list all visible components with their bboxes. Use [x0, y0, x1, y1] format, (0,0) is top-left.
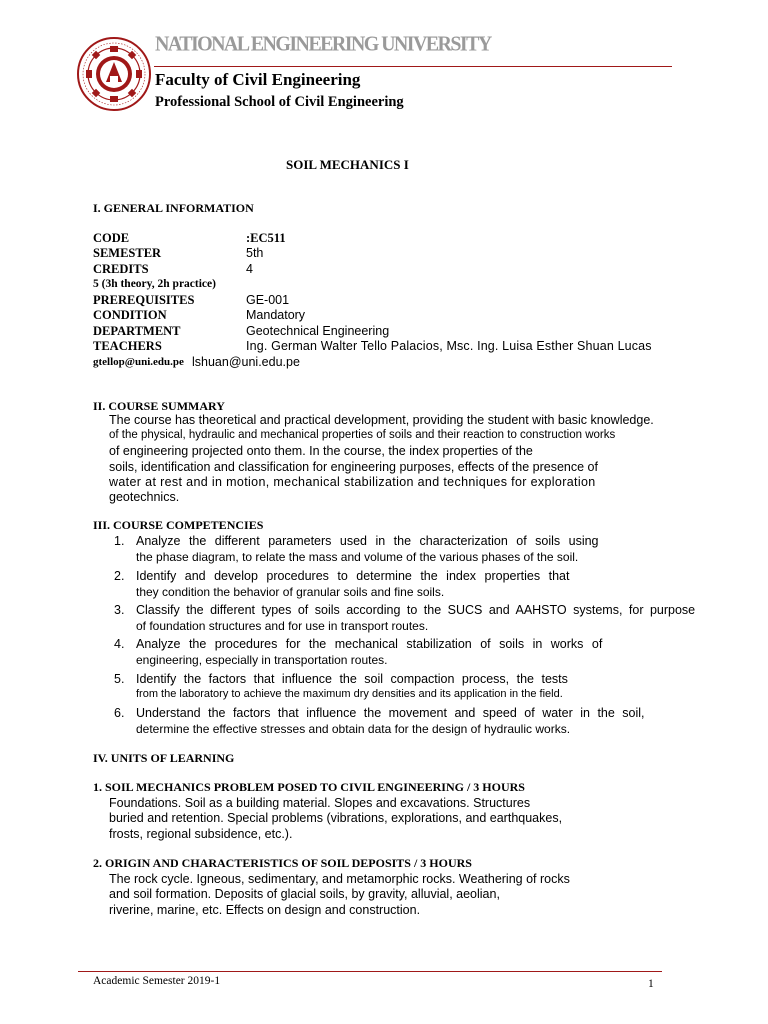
- code-value: :EC511: [246, 231, 286, 245]
- summary-line: geotechnics.: [109, 490, 180, 504]
- competency-text: Identify and develop procedures to determine the index properties that: [136, 569, 570, 583]
- header-rule: [154, 66, 672, 67]
- condition-value: Mandatory: [246, 308, 306, 322]
- teachers-label: TEACHERS: [93, 339, 162, 353]
- summary-line: water at rest and in motion, mechanical stabilization and techniques for exploration: [109, 475, 596, 489]
- condition-label: CONDITION: [93, 308, 167, 322]
- unit-line: buried and retention. Special problems (vibrations, explorations, and earthquakes,: [109, 811, 563, 825]
- competency-number: 5.: [114, 672, 125, 686]
- competency-text: from the laboratory to achieve the maximum dry densities and its application in the field.: [136, 688, 563, 700]
- competency-text: of foundation structures and for use in transport routes.: [136, 619, 429, 633]
- competency-text: Identify the factors that influence the soil compaction process, the tests: [136, 672, 568, 686]
- course-title: SOIL MECHANICS I: [286, 157, 409, 172]
- faculty-name: Faculty of Civil Engineering: [155, 70, 361, 89]
- competency-text: Analyze the different parameters used in the characterization of soils using: [136, 534, 599, 548]
- summary-line: The course has theoretical and practical development, providing the student with basic knowledge.: [109, 413, 654, 427]
- unit-line: and soil formation. Deposits of glacial soils, by gravity, alluvial, aeolian,: [109, 887, 500, 901]
- school-name: Professional School of Civil Engineering: [155, 94, 404, 110]
- competency-text: Analyze the procedures for the mechanical stabilization of soils in works of: [136, 637, 603, 651]
- competency-number: 4.: [114, 637, 125, 651]
- units-heading: IV. UNITS OF LEARNING: [93, 751, 235, 765]
- competency-number: 6.: [114, 706, 125, 720]
- page-number: 1: [648, 978, 654, 990]
- semester-label: SEMESTER: [93, 246, 162, 260]
- summary-line: soils, identification and classification for engineering purposes, effects of the presence of: [109, 460, 598, 474]
- email-teacher-1[interactable]: gtellop@uni.edu.pe: [93, 356, 184, 368]
- summary-line: of engineering projected onto them. In the course, the index properties of the: [109, 444, 533, 458]
- competency-text: the phase diagram, to relate the mass and volume of the various phases of the soil.: [136, 550, 579, 564]
- prereq-label: PREREQUISITES: [93, 293, 195, 307]
- prereq-value: GE-001: [246, 293, 290, 307]
- university-name: NATIONAL ENGINEERING UNIVERSITY: [155, 32, 491, 56]
- unit-line: riverine, marine, etc. Effects on design and construction.: [109, 903, 421, 917]
- footer-academic-semester: Academic Semester 2019-1: [93, 975, 221, 987]
- hours-line: 5 (3h theory, 2h practice): [93, 278, 216, 290]
- competency-number: 1.: [114, 534, 125, 548]
- competency-text: engineering, especially in transportation routes.: [136, 653, 388, 667]
- summary-heading: II. COURSE SUMMARY: [93, 399, 225, 413]
- competency-text: determine the effective stresses and obtain data for the design of hydraulic works.: [136, 722, 571, 736]
- unit-title: 2. ORIGIN AND CHARACTERISTICS OF SOIL DEPOSITS / 3 HOURS: [93, 856, 472, 870]
- competency-text: they condition the behavior of granular soils and fine soils.: [136, 585, 445, 599]
- footer-rule: [78, 971, 662, 972]
- university-seal-logo: [76, 32, 152, 116]
- email-teacher-2[interactable]: lshuan@uni.edu.pe: [192, 355, 300, 369]
- competency-text: Classify the different types of soils according to the SUCS and AAHSTO systems, for purpose: [136, 603, 696, 617]
- general-info-heading: I. GENERAL INFORMATION: [93, 201, 254, 215]
- unit-title: 1. SOIL MECHANICS PROBLEM POSED TO CIVIL ENGINEERING / 3 HOURS: [93, 780, 525, 794]
- competencies-heading: III. COURSE COMPETENCIES: [93, 518, 264, 532]
- competency-text: Understand the factors that influence the movement and speed of water in the soil,: [136, 706, 645, 720]
- competency-number: 3.: [114, 603, 125, 617]
- code-label: CODE: [93, 231, 130, 245]
- semester-value: 5th: [246, 246, 264, 260]
- unit-line: The rock cycle. Igneous, sedimentary, and metamorphic rocks. Weathering of rocks: [109, 872, 570, 886]
- department-label: DEPARTMENT: [93, 324, 181, 338]
- credits-value: 4: [246, 262, 253, 276]
- unit-line: Foundations. Soil as a building material. Slopes and excavations. Structures: [109, 796, 531, 810]
- teachers-value: Ing. German Walter Tello Palacios, Msc. Ing. Luisa Esther Shuan Lucas: [246, 339, 652, 353]
- summary-line: of the physical, hydraulic and mechanical properties of soils and their reaction to construction works: [109, 429, 616, 441]
- credits-label: CREDITS: [93, 262, 149, 276]
- department-value: Geotechnical Engineering: [246, 324, 390, 338]
- competency-number: 2.: [114, 569, 125, 583]
- unit-line: frosts, regional subsidence, etc.).: [109, 827, 293, 841]
